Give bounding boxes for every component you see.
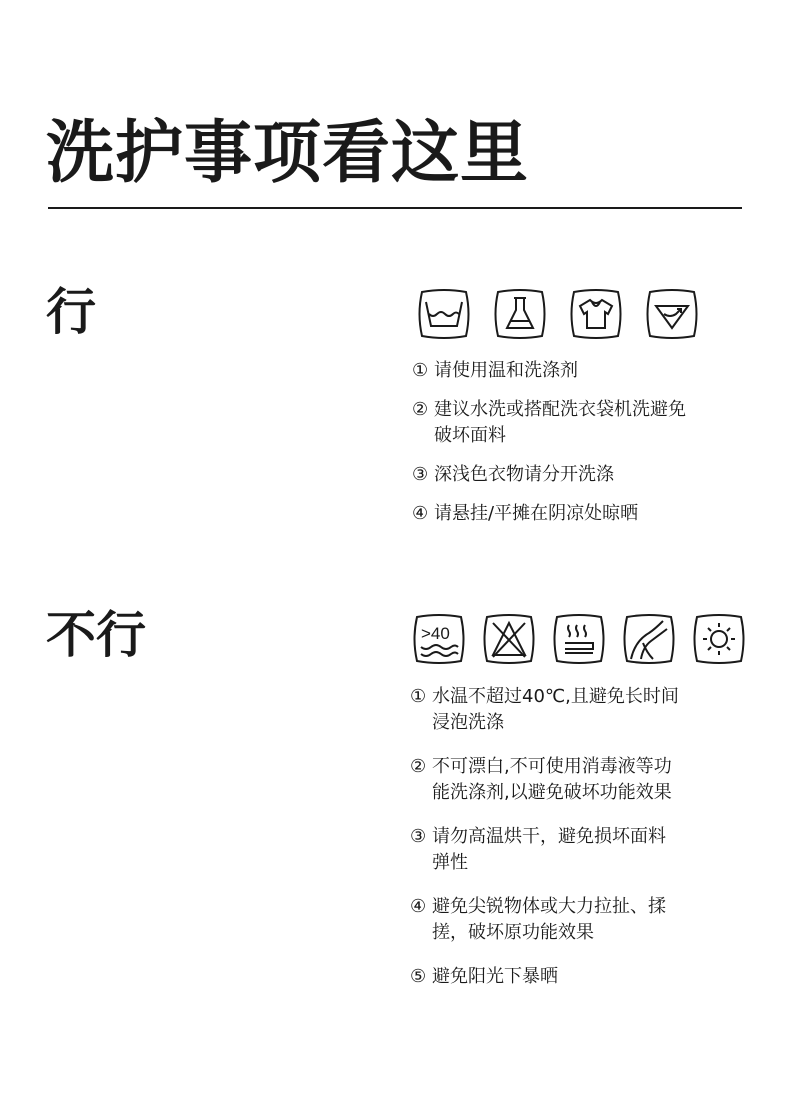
hand-wash-icon bbox=[416, 288, 472, 340]
dont-icons bbox=[411, 613, 747, 665]
no-bleach-icon bbox=[481, 613, 537, 665]
item-number: ② bbox=[410, 756, 427, 777]
bleach-allowed-icon bbox=[492, 288, 548, 340]
hang-dry-icon bbox=[568, 288, 624, 340]
no-tumble-dry-icon bbox=[551, 613, 607, 665]
do-icons bbox=[416, 288, 720, 340]
list-item bbox=[412, 462, 702, 488]
do-list bbox=[412, 358, 702, 527]
item-number: ④ bbox=[410, 896, 427, 917]
list-item bbox=[410, 894, 682, 946]
item-text: 建议水洗或搭配洗衣袋机洗避免破坏面料 bbox=[434, 399, 686, 446]
list-item bbox=[410, 754, 682, 806]
item-text: 避免阳光下暴晒 bbox=[432, 966, 558, 987]
section-label-do: 行 bbox=[46, 283, 96, 341]
item-number: ② bbox=[412, 399, 429, 420]
page-title: 洗护事项看这里 bbox=[46, 114, 530, 193]
no-wash-over-40-icon bbox=[411, 613, 467, 665]
item-number: ⑤ bbox=[410, 966, 427, 987]
item-text: 水温不超过40℃,且避免长时间浸泡洗涤 bbox=[432, 686, 679, 733]
title-divider bbox=[48, 207, 742, 209]
dont-list bbox=[410, 684, 690, 990]
list-item bbox=[410, 964, 690, 990]
item-text: 深浅色衣物请分开洗涤 bbox=[434, 464, 614, 485]
item-text: 不可漂白,不可使用消毒液等功能洗涤剂,以避免破坏功能效果 bbox=[432, 756, 672, 803]
list-item bbox=[412, 397, 700, 449]
item-text: 请使用温和洗涤剂 bbox=[434, 360, 578, 381]
list-item bbox=[412, 501, 702, 527]
item-number: ③ bbox=[410, 826, 427, 847]
item-text: 请悬挂/平摊在阴凉处晾晒 bbox=[434, 503, 639, 524]
item-text: 请勿高温烘干，避免损坏面料弹性 bbox=[432, 826, 666, 873]
item-number: ③ bbox=[412, 464, 429, 485]
item-number: ④ bbox=[412, 503, 429, 524]
list-item bbox=[410, 684, 682, 736]
item-text: 避免尖锐物体或大力拉扯、揉搓，破坏原功能效果 bbox=[432, 896, 666, 943]
no-sharp-objects-icon bbox=[621, 613, 677, 665]
list-item bbox=[412, 358, 702, 384]
flat-dry-icon bbox=[644, 288, 700, 340]
wash-temp-text: >40 bbox=[421, 624, 450, 643]
item-number: ① bbox=[412, 360, 429, 381]
no-sun-icon bbox=[691, 613, 747, 665]
list-item bbox=[410, 824, 682, 876]
item-number: ① bbox=[410, 686, 427, 707]
section-label-dont: 不行 bbox=[46, 606, 146, 664]
